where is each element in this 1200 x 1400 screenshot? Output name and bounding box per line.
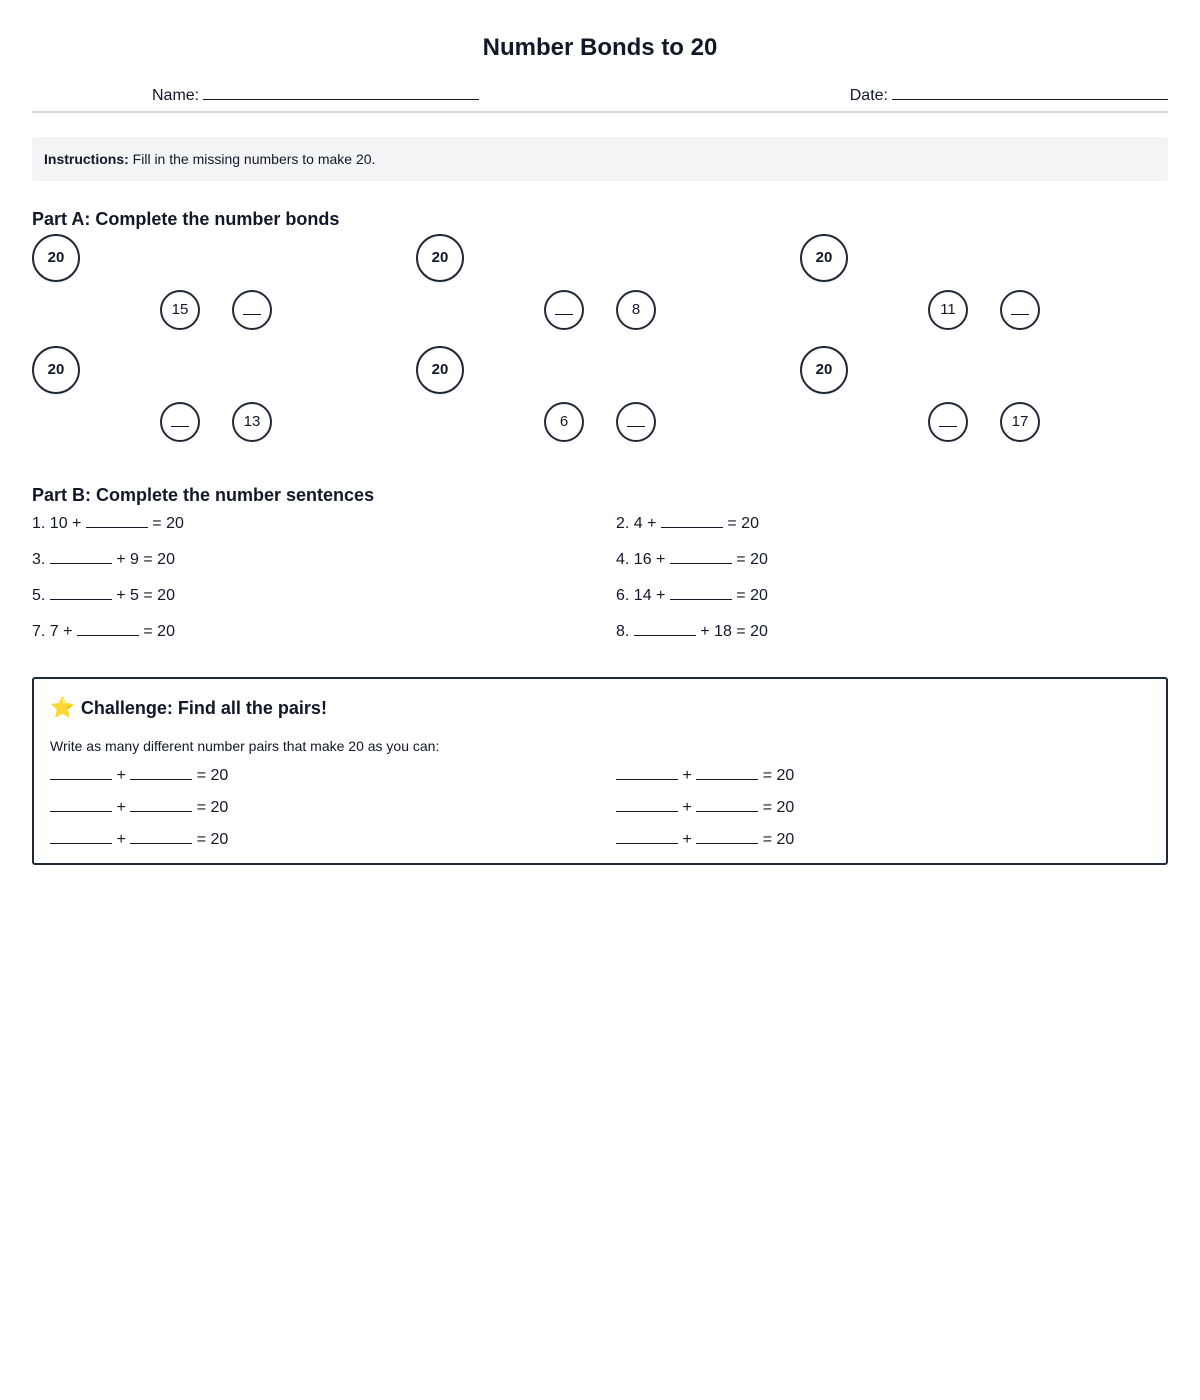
answer-blank[interactable] <box>86 513 148 528</box>
answer-blank[interactable] <box>670 549 732 564</box>
challenge-title-text: Challenge: Find all the pairs! <box>80 698 327 718</box>
pair-row <box>50 765 228 786</box>
bond-part-left: 6 <box>544 402 584 442</box>
bond-whole: 20 <box>32 346 80 394</box>
equals-twenty: = 20 <box>196 831 229 848</box>
pair-blank[interactable] <box>696 797 758 812</box>
bond-part-left-blank[interactable] <box>160 402 200 442</box>
sentence-after: = 20 <box>727 515 759 532</box>
challenge-title <box>50 697 327 719</box>
name-field[interactable] <box>152 84 479 106</box>
sentence-after: + 5 = 20 <box>116 587 175 604</box>
bond-part-left: 15 <box>160 290 200 330</box>
sentence-before: 4 + <box>633 515 657 532</box>
sentence-number: 8. <box>616 623 630 640</box>
equals-twenty: = 20 <box>196 799 229 816</box>
number-bonds-grid <box>32 234 1168 458</box>
equals-twenty: = 20 <box>762 831 795 848</box>
pair-blank[interactable] <box>50 797 112 812</box>
bond-whole: 20 <box>416 346 464 394</box>
pair-row <box>50 829 228 850</box>
sentence-after: = 20 <box>736 551 768 568</box>
name-label: Name: <box>152 87 200 104</box>
sentence-number: 5. <box>32 587 46 604</box>
challenge-box <box>32 677 1168 865</box>
pair-blank[interactable] <box>130 765 192 780</box>
answer-blank[interactable] <box>670 585 732 600</box>
number-bond <box>32 234 416 346</box>
pair-row <box>616 797 794 818</box>
sentence-after: = 20 <box>152 515 184 532</box>
bond-part-left-blank[interactable] <box>544 290 584 330</box>
pair-row <box>616 765 794 786</box>
plus-sign: + <box>116 799 126 816</box>
number-sentence <box>32 513 184 533</box>
pair-blank[interactable] <box>50 829 112 844</box>
pair-blank[interactable] <box>130 797 192 812</box>
bond-part-right-blank[interactable] <box>232 290 272 330</box>
date-field[interactable] <box>850 84 1168 106</box>
pair-blank[interactable] <box>130 829 192 844</box>
number-sentence <box>32 621 175 641</box>
pair-blank[interactable] <box>50 765 112 780</box>
sentence-number: 2. <box>616 515 630 532</box>
sentence-after: = 20 <box>143 623 175 640</box>
number-bond <box>416 346 800 458</box>
sentence-number: 4. <box>616 551 630 568</box>
number-bond <box>32 346 416 458</box>
sentence-before: 16 + <box>633 551 666 568</box>
sentence-before: 7 + <box>49 623 73 640</box>
instructions-label: Instructions: <box>44 151 129 167</box>
sentence-number: 7. <box>32 623 46 640</box>
sentence-after: = 20 <box>736 587 768 604</box>
number-sentences <box>32 513 1168 657</box>
plus-sign: + <box>682 799 692 816</box>
pair-blank[interactable] <box>616 765 678 780</box>
equals-twenty: = 20 <box>762 799 795 816</box>
bond-whole: 20 <box>416 234 464 282</box>
bond-part-right-blank[interactable] <box>1000 290 1040 330</box>
answer-blank[interactable] <box>661 513 723 528</box>
answer-blank[interactable] <box>50 585 112 600</box>
sentence-before: 10 + <box>49 515 82 532</box>
number-sentence <box>616 549 768 569</box>
number-bond <box>800 234 1184 346</box>
instructions-text: Fill in the missing numbers to make 20. <box>132 151 376 167</box>
number-bond <box>800 346 1184 458</box>
answer-blank[interactable] <box>77 621 139 636</box>
pair-blank[interactable] <box>616 797 678 812</box>
sentence-number: 1. <box>32 515 46 532</box>
equals-twenty: = 20 <box>196 767 229 784</box>
bond-part-right: 13 <box>232 402 272 442</box>
bond-whole: 20 <box>800 346 848 394</box>
bond-part-right: 8 <box>616 290 656 330</box>
name-date-row <box>32 63 1168 113</box>
pair-row <box>616 829 794 850</box>
part-b-title: Part B: Complete the number sentences <box>32 485 375 505</box>
sentence-before: 14 + <box>633 587 666 604</box>
number-sentence <box>32 585 175 605</box>
number-sentence <box>616 621 768 641</box>
number-sentence <box>616 585 768 605</box>
sentence-after: + 18 = 20 <box>700 623 768 640</box>
pair-blank[interactable] <box>696 765 758 780</box>
bond-part-right-blank[interactable] <box>616 402 656 442</box>
bond-part-left: 11 <box>928 290 968 330</box>
pair-blank[interactable] <box>696 829 758 844</box>
name-line[interactable] <box>203 84 479 100</box>
date-label: Date: <box>849 87 888 104</box>
sentence-number: 3. <box>32 551 46 568</box>
equals-twenty: = 20 <box>762 767 795 784</box>
instructions-box <box>32 137 1168 181</box>
page-title: Number Bonds to 20 <box>482 34 718 61</box>
number-bond <box>416 234 800 346</box>
bond-whole: 20 <box>800 234 848 282</box>
worksheet-page <box>32 0 1168 865</box>
answer-blank[interactable] <box>50 549 112 564</box>
sentence-number: 6. <box>616 587 630 604</box>
pair-blank[interactable] <box>616 829 678 844</box>
bond-whole: 20 <box>32 234 80 282</box>
date-line[interactable] <box>892 84 1168 100</box>
plus-sign: + <box>682 767 692 784</box>
number-sentence <box>32 549 175 569</box>
answer-blank[interactable] <box>634 621 696 636</box>
bond-part-left-blank[interactable] <box>928 402 968 442</box>
sentence-after: + 9 = 20 <box>116 551 175 568</box>
star-icon: ⭐ <box>50 697 75 719</box>
bond-part-right: 17 <box>1000 402 1040 442</box>
plus-sign: + <box>682 831 692 848</box>
plus-sign: + <box>116 767 126 784</box>
challenge-description: Write as many different number pairs that make 20 as you can: <box>50 738 440 754</box>
pair-row <box>50 797 228 818</box>
plus-sign: + <box>116 831 126 848</box>
number-sentence <box>616 513 759 533</box>
part-a-title: Part A: Complete the number bonds <box>32 209 340 229</box>
